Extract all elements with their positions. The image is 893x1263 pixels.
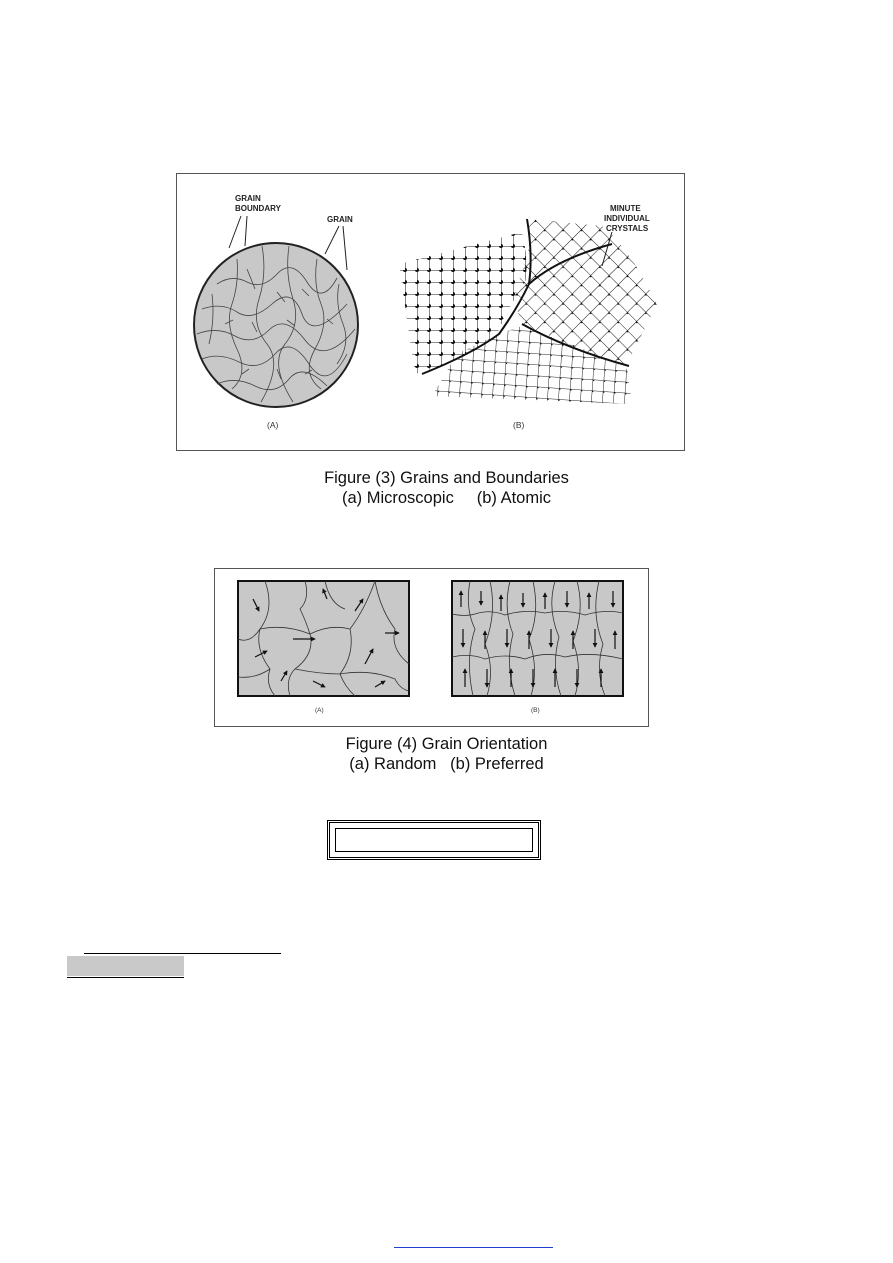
figure-3-caption-line1: Figure (3) Grains and Boundaries xyxy=(324,469,569,487)
grain-micrograph xyxy=(194,194,358,430)
figure-3-frame xyxy=(176,173,685,451)
empty-framed-box xyxy=(327,820,541,860)
minute-crystals-label-line3: CRYSTALS xyxy=(606,224,649,233)
preferred-orientation-panel xyxy=(452,581,623,714)
atomic-lattice xyxy=(399,204,657,430)
grain-label: GRAIN xyxy=(327,215,353,224)
panel-b-label: (B) xyxy=(513,420,525,430)
figure-4-frame xyxy=(214,568,649,727)
shaded-bar xyxy=(67,956,184,976)
figure-4-illustration xyxy=(215,569,648,726)
figure-3-caption-line2: (a) Microscopic (b) Atomic xyxy=(341,489,552,507)
random-orientation-panel xyxy=(238,581,409,714)
grain-boundary-label-line1: GRAIN xyxy=(235,194,261,203)
panel-a-label: (A) xyxy=(267,420,279,430)
minute-crystals-label-line1: MINUTE xyxy=(610,204,641,213)
minute-crystals-label-line2: INDIVIDUAL xyxy=(604,214,650,223)
shaded-bar-underline xyxy=(67,977,184,978)
figure-4-caption-line1: Figure (4) Grain Orientation xyxy=(345,735,548,753)
footer-link-underline[interactable] xyxy=(394,1247,553,1248)
grain-boundary-label-line2: BOUNDARY xyxy=(235,204,281,213)
horizontal-rule xyxy=(84,953,281,954)
figure-4-caption-line2: (a) Random (b) Preferred xyxy=(349,755,544,773)
figure-3-illustration xyxy=(177,174,684,450)
fig4-panel-a-label: (A) xyxy=(315,707,324,714)
fig4-panel-b-label: (B) xyxy=(531,707,540,714)
